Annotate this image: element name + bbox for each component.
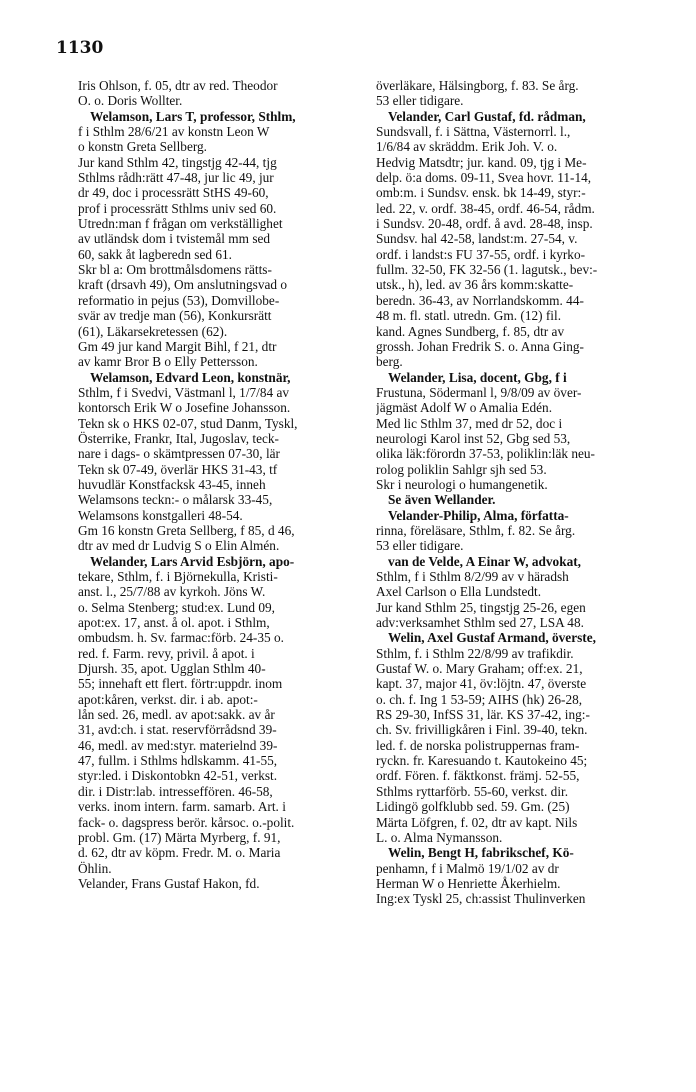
text-line: anst. l., 25/7/88 av kyrkoh. Jöns W. — [78, 584, 266, 600]
text-line: Welamson, Lars T, professor, Sthlm, — [90, 108, 296, 124]
text-line: lån sed. 26, medl. av apot:sakk. av år — [78, 707, 275, 723]
text-line: fullm. 32-50, FK 32-56 (1. lagutsk., bev:- — [376, 262, 598, 278]
text-line: adv:verksamhet Sthlm sed 27, LSA 48. — [376, 615, 584, 631]
text-line: led. 22, v. ordf. 38-45, ordf. 46-54, rådm. — [376, 200, 595, 216]
text-line: 31, avd:ch. i stat. reservförrådsnd 39- — [78, 722, 277, 738]
page-number: 1130 — [56, 38, 104, 58]
text-line: 46, medl. av med:styr. materielnd 39- — [78, 737, 278, 753]
text-line: o konstn Greta Sellberg. — [78, 139, 208, 155]
text-line: Sthlm, f. i Sthlm 22/8/99 av trafikdir. — [376, 645, 574, 661]
text-line: 60, sakk åt lagberedn sed 61. — [78, 246, 232, 262]
text-line: tekare, Sthlm, f. i Björnekulla, Kristi- — [78, 569, 278, 584]
text-line: ch. Sv. frivilligkåren i Finl. 39-40, tekn. — [376, 722, 588, 738]
text-line: Märta Löfgren, f. 02, dtr av kapt. Nils — [376, 814, 578, 830]
text-line: Skr bl a: Om brottmålsdomens rätts- — [78, 262, 272, 278]
left-column — [78, 78, 360, 891]
text-line: nare i dags- o skämtpressen 07-30, lär — [78, 446, 280, 462]
text-line: f i Sthlm 28/6/21 av konstn Leon W — [78, 124, 270, 140]
text-line: 47, fullm. i Sthlms hdlskamm. 41-55, — [78, 753, 278, 769]
text-line: Welin, Bengt H, fabrikschef, Kö- — [388, 845, 574, 861]
text-line: Sthlms ryttarförb. 55-60, verkst. dir. — [376, 783, 569, 799]
text-line: van de Velde, A Einar W, advokat, — [388, 553, 581, 569]
text-line: Axel Carlson o Ella Lundstedt. — [376, 584, 542, 600]
text-line: utsk., h), led. av 36 års komm:skatte- — [376, 277, 574, 293]
text-line: Iris Ohlson, f. 05, dtr av red. Theodor — [78, 78, 278, 93]
text-line: penhamn, f i Malmö 19/1/02 av dr — [376, 860, 559, 876]
text-line: led. f. de norska polistruppernas fram- — [376, 737, 580, 753]
text-line: neurologi Karol inst 52, Gbg sed 53, — [376, 430, 571, 446]
text-line: av utländsk dom i tvistemål mm sed — [78, 231, 271, 247]
text-line: Welamsons konstgalleri 48-54. — [78, 507, 243, 523]
text-line: verks. inom intern. farm. samarb. Art. i — [78, 799, 286, 815]
text-line: Velander, Frans Gustaf Hakon, fd. — [78, 875, 260, 891]
text-line: Med lic Sthlm 37, med dr 52, doc i — [376, 415, 563, 431]
text-line: apot:ex. 17, anst. å ol. apot. i Sthlm, — [78, 615, 270, 631]
text-line: rolog poliklin Sahlgr sjh sed 53. — [376, 461, 547, 477]
text-line: Sundsv. hal 42-58, landst:m. 27-54, v. — [376, 231, 578, 247]
text-line: Jur kand Sthlm 42, tingstjg 42-44, tjg — [78, 154, 277, 170]
text-line: apot:kåren, verkst. dir. i ab. apot:- — [78, 691, 258, 707]
text-line: RS 29-30, InfSS 31, lär. KS 37-42, ing:- — [376, 707, 590, 723]
text-line: Gm 49 jur kand Margit Bihl, f 21, dtr — [78, 338, 277, 354]
text-line: ombudsm. h. Sv. farmac:förb. 24-35 o. — [78, 630, 284, 646]
text-line: kapt. 37, major 41, öv:löjtn. 47, överste — [376, 676, 587, 692]
text-line: ordf. i landst:s FU 37-55, ordf. i kyrko- — [376, 246, 586, 262]
text-line: ordf. Fören. f. fäktkonst. främj. 52-55, — [376, 768, 580, 784]
text-line: olika läk:förordn 37-53, poliklin:läk neu- — [376, 446, 595, 462]
text-line: i Sundsv. 20-48, ordf. å avd. 28-48, insp. — [376, 216, 593, 232]
text-line: 55; innehaft ett flert. förtr:uppdr. inom — [78, 676, 283, 692]
text-line: Sthlms rådh:rätt 47-48, jur lic 49, jur — [78, 170, 274, 186]
text-line: svär av tredje man (56), Konkursrätt — [78, 308, 272, 324]
text-line: av kamr Bror B o Elly Pettersson. — [78, 354, 258, 370]
text-line: kand. Agnes Sundberg, f. 85, dtr av — [376, 323, 565, 339]
text-line: prof i processrätt Sthlms univ sed 60. — [78, 200, 277, 216]
text-line: reformatio in pejus (53), Domvillobe- — [78, 292, 280, 308]
text-line: O. o. Doris Wollter. — [78, 93, 183, 109]
text-line: beredn. 36-43, av Norrlandskomm. 44- — [376, 292, 584, 308]
text-line: jägmäst Adolf W o Amalia Edén. — [376, 400, 553, 416]
text-line: rinna, föreläsare, Sthlm, f. 82. Se årg. — [376, 522, 576, 538]
text-line: 53 eller tidigare. — [376, 93, 464, 109]
text-line: dtr av med dr Ludvig S o Elin Almén. — [78, 538, 280, 554]
text-line: Gustaf W. o. Mary Graham; off:ex. 21, — [376, 661, 583, 677]
text-line: Sundsvall, f. i Sättna, Västernorrl. l., — [376, 124, 571, 140]
text-line: Welamson, Edvard Leon, konstnär, — [90, 369, 291, 385]
text-line: Herman W o Henriette Åkerhielm. — [376, 875, 561, 891]
text-line: Tekn sk 07-49, överlär HKS 31-43, tf — [78, 461, 278, 477]
text-line: Lidingö golfklubb sed. 59. Gm. (25) — [376, 799, 570, 815]
text-line: 53 eller tidigare. — [376, 538, 464, 554]
text-line: Sthlm, f i Svedvi, Västmanl l, 1/7/84 av — [78, 384, 290, 400]
text-line: dir. i Distr:lab. intresseffören. 46-58, — [78, 783, 273, 799]
text-line: Velander-Philip, Alma, författa- — [388, 507, 569, 523]
text-line: Gm 16 konstn Greta Sellberg, f 85, d 46, — [78, 522, 295, 538]
text-line: dr 49, doc i processrätt StHS 49-60, — [78, 185, 269, 201]
text-line: 48 m. fl. statl. utredn. Gm. (12) fil. — [376, 308, 562, 324]
text-line: fack- o. dagspress berör. kårsoc. o.-polit. — [78, 814, 295, 830]
text-line: Welamsons teckn:- o målarsk 33-45, — [78, 492, 273, 508]
text-line: Welin, Axel Gustaf Armand, överste, — [388, 630, 596, 646]
text-line: Welander, Lars Arvid Esbjörn, apo- — [90, 553, 295, 569]
text-line: Jur kand Sthlm 25, tingstjg 25-26, egen — [376, 599, 586, 615]
text-line: Hedvig Matsdtr; jur. kand. 09, tjg i Me- — [376, 154, 587, 170]
text-line: Tekn sk o HKS 02-07, stud Danm, Tyskl, — [78, 415, 298, 431]
text-line: o. Selma Stenberg; stud:ex. Lund 09, — [78, 599, 275, 615]
text-line: Sthlm, f i Sthlm 8/2/99 av v häradsh — [376, 569, 569, 584]
text-line: Skr i neurologi o humangenetik. — [376, 476, 548, 492]
text-line: överläkare, Hälsingborg, f. 83. Se årg. — [376, 78, 579, 93]
text-line: Se även Wellander. — [388, 492, 496, 508]
text-line: Welander, Lisa, docent, Gbg, f i — [388, 369, 567, 385]
text-line: Öhlin. — [78, 860, 112, 876]
text-line: styr:led. i Diskontobkn 42-51, verkst. — [78, 768, 278, 784]
text-line: probl. Gm. (17) Märta Myrberg, f. 91, — [78, 829, 281, 845]
text-line: berg. — [376, 354, 403, 370]
text-line: kontorsch Erik W o Josefine Johansson. — [78, 400, 291, 416]
text-line: Velander, Carl Gustaf, fd. rådman, — [388, 108, 586, 124]
text-line: kraft (drsavh 49), Om anslutningsvad o — [78, 277, 288, 293]
text-line: Ing:ex Tyskl 25, ch:assist Thulinverken — [376, 891, 586, 907]
text-line: Frustuna, Södermanl l, 9/8/09 av över- — [376, 384, 582, 400]
text-line: red. f. Farm. revy, privil. å apot. i — [78, 645, 255, 661]
text-line: Utredn:man f frågan om verkställighet — [78, 216, 283, 232]
text-line: omb:m. i Sundsv. ensk. bk 14-49, styr:- — [376, 185, 586, 201]
text-line: d. 62, dtr av köpm. Fredr. M. o. Maria — [78, 845, 281, 861]
text-line: L. o. Alma Nymansson. — [376, 829, 503, 845]
text-line: 1/6/84 av skräddm. Erik Joh. V. o. — [376, 139, 558, 155]
text-line: o. ch. f. Ing 1 53-59; AIHS (hk) 26-28, — [376, 691, 583, 707]
text-line: grossh. Johan Fredrik S. o. Anna Ging- — [376, 338, 584, 354]
text-line: huvudlär Konstfacksk 43-45, inneh — [78, 476, 266, 492]
text-line: Österrike, Frankr, Ital, Jugoslav, teck- — [78, 430, 279, 446]
text-line: Djursh. 35, apot. Ugglan Sthlm 40- — [78, 661, 266, 677]
text-line: ryckn. fr. Karesuando t. Kautokeino 45; — [376, 753, 588, 769]
text-line: delp. ö:a doms. 09-11, Svea hovr. 11-14, — [376, 170, 592, 186]
right-column — [376, 78, 660, 907]
text-line: (61), Läkarsekretessen (62). — [78, 323, 228, 339]
